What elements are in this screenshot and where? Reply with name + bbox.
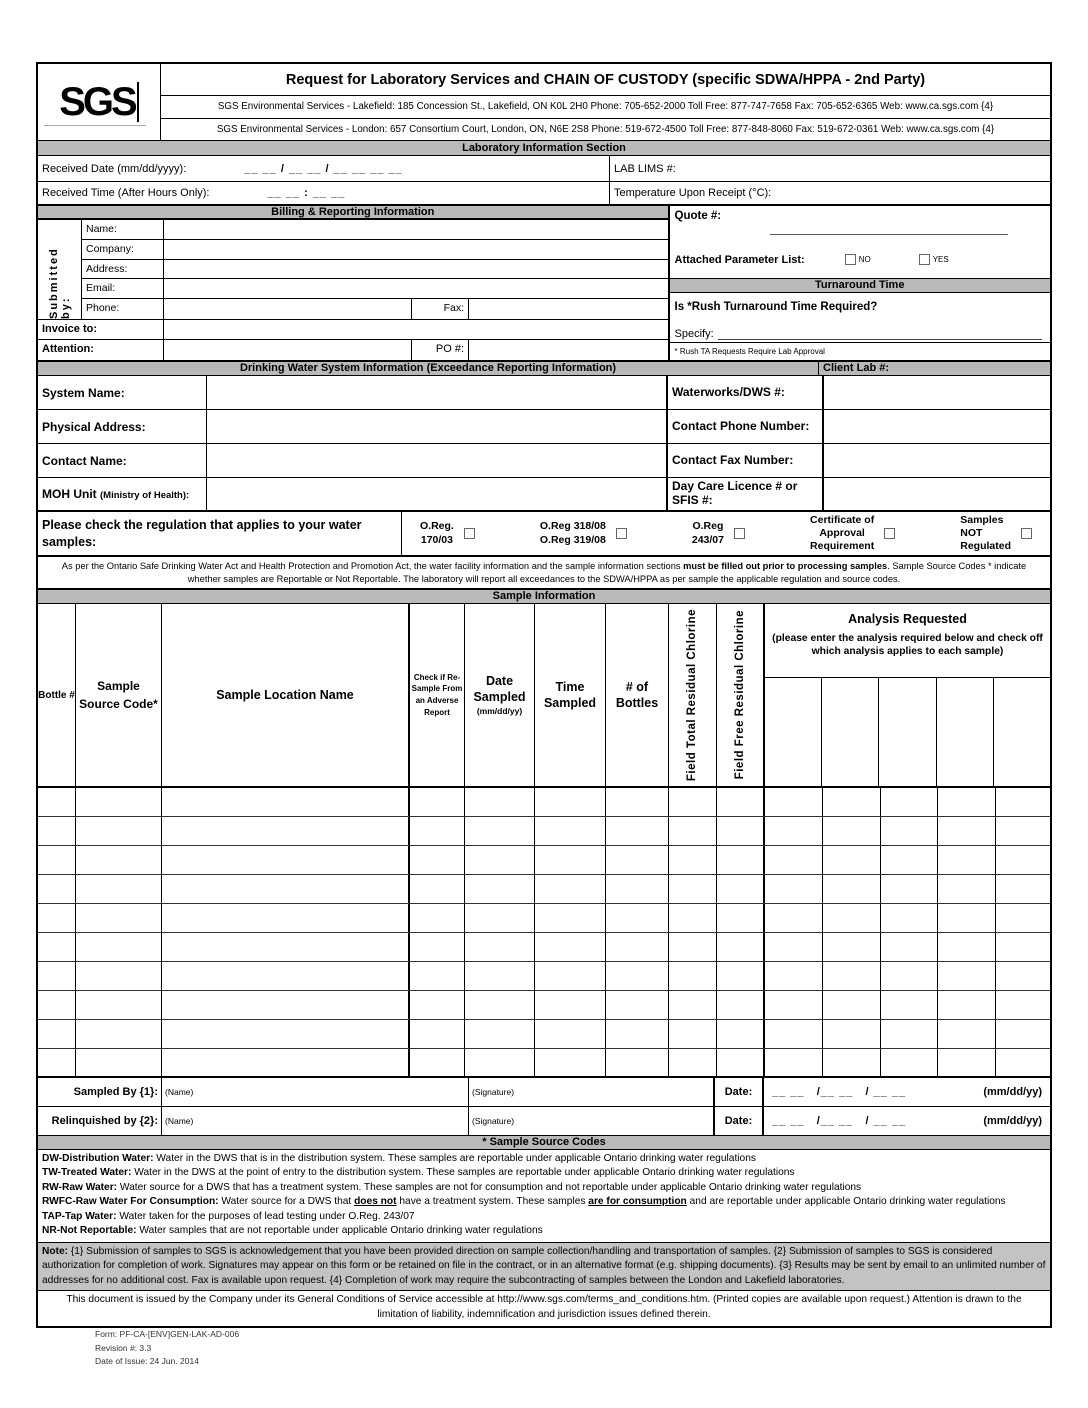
- code-tw: TW-Treated Water: Water in the DWS at the point of entry to the distribution system. These samples are reportable under applicable Ontario drinking water regulations: [42, 1167, 795, 1179]
- cell-bottle[interactable]: [38, 1020, 76, 1048]
- cell-analysis-4[interactable]: [938, 846, 996, 874]
- company-field[interactable]: [164, 240, 668, 259]
- cell-analysis-5[interactable]: [996, 788, 1050, 816]
- cell-time[interactable]: [535, 1049, 606, 1076]
- sample-row[interactable]: [38, 904, 1050, 933]
- po-label: PO #:: [412, 340, 469, 360]
- cell-date[interactable]: [465, 817, 535, 845]
- fax-field[interactable]: [469, 299, 668, 319]
- contact-name-field[interactable]: [207, 444, 666, 477]
- temperature-field[interactable]: [609, 182, 1050, 204]
- sampled-by-date-field[interactable]: __ __ /__ __ / __ __ (mm/dd/yy): [772, 1086, 1042, 1098]
- specify-label: Specify:: [674, 328, 714, 341]
- address-field[interactable]: [164, 260, 668, 279]
- email-label: Email:: [82, 279, 164, 298]
- section-sample-info: Sample Information: [38, 590, 1050, 604]
- quote-field[interactable]: [770, 234, 1009, 235]
- sample-table-header: [38, 604, 1050, 788]
- address-lakefield: SGS Environmental Services - Lakefield: 185 Concession St., Lakefield, ON K0L 2H0 Phone: 705-652-2000 Toll Free: 877-747-7658 Fax: 705-652-6365 Web: www.ca.sgs.com {4}: [161, 96, 1050, 119]
- section-billing: Billing & Reporting Information: [38, 206, 668, 220]
- cell-source-code[interactable]: [76, 904, 162, 932]
- cell-date[interactable]: [465, 1049, 535, 1076]
- section-turnaround-time: Turnaround Time: [670, 279, 1051, 293]
- cell-field-total[interactable]: [669, 1049, 717, 1076]
- cell-analysis-1[interactable]: [765, 962, 823, 990]
- cell-bottles[interactable]: [606, 933, 669, 961]
- rush-approval-note: * Rush TA Requests Require Lab Approval: [670, 342, 1051, 360]
- moh-unit-field[interactable]: [207, 478, 666, 510]
- cell-source-code[interactable]: [76, 875, 162, 903]
- sample-row[interactable]: [38, 788, 1050, 817]
- cell-analysis-2[interactable]: [823, 904, 881, 932]
- cell-bottle[interactable]: [38, 904, 76, 932]
- cell-bottle[interactable]: [38, 1049, 76, 1076]
- cell-analysis-4[interactable]: [938, 788, 996, 816]
- cell-bottles[interactable]: [606, 904, 669, 932]
- cell-time[interactable]: [535, 875, 606, 903]
- cell-analysis-1[interactable]: [765, 1020, 823, 1048]
- cell-bottles[interactable]: [606, 846, 669, 874]
- cell-date[interactable]: [465, 933, 535, 961]
- physical-address-field[interactable]: [207, 410, 666, 443]
- sample-row[interactable]: [38, 933, 1050, 962]
- temperature-label: Temperature Upon Receipt (°C):: [614, 187, 772, 199]
- cell-analysis-1[interactable]: [765, 846, 823, 874]
- submitted-by-strip: [38, 220, 82, 319]
- form-title: Request for Laboratory Services and CHAIN OF CUSTODY (specific SDWA/HPPA - 2nd Party): [161, 64, 1050, 96]
- cell-date[interactable]: [465, 962, 535, 990]
- reg-option-170-03: O.Reg. 170/03: [420, 520, 475, 546]
- relinquished-by-label: Relinquished by {2}:: [38, 1107, 162, 1135]
- contact-phone-field[interactable]: [823, 410, 1050, 443]
- system-name-field[interactable]: [207, 376, 666, 409]
- cell-analysis-2[interactable]: [823, 788, 881, 816]
- relinquished-signature-field[interactable]: (Signature): [469, 1107, 715, 1135]
- relinquished-date-label: Date:: [715, 1107, 764, 1135]
- section-lab-info: Laboratory Information Section: [38, 141, 1050, 156]
- cell-analysis-3[interactable]: [881, 875, 939, 903]
- sample-row[interactable]: [38, 846, 1050, 875]
- cell-field-free[interactable]: [717, 1049, 765, 1076]
- cell-analysis-5[interactable]: [996, 817, 1050, 845]
- sampled-by-label: Sampled By {1}:: [38, 1078, 162, 1106]
- cell-location[interactable]: [162, 904, 410, 932]
- contact-fax-label: Contact Fax Number:: [666, 444, 823, 477]
- reg-170-03-checkbox[interactable]: [464, 528, 475, 539]
- cell-analysis-4[interactable]: [938, 933, 996, 961]
- analysis-column-5[interactable]: [994, 678, 1050, 786]
- contact-name-label: Contact Name:: [38, 444, 207, 477]
- cell-analysis-3[interactable]: [881, 904, 939, 932]
- cell-bottle[interactable]: [38, 962, 76, 990]
- cell-time[interactable]: [535, 933, 606, 961]
- section-sample-source-codes: * Sample Source Codes: [38, 1136, 1050, 1150]
- cell-analysis-2[interactable]: [823, 1020, 881, 1048]
- received-date-label: Received Date (mm/dd/yyyy):: [42, 162, 187, 175]
- cell-analysis-2[interactable]: [823, 1049, 881, 1076]
- cell-field-total[interactable]: [669, 933, 717, 961]
- cell-field-free[interactable]: [717, 817, 765, 845]
- company-label: Company:: [82, 240, 164, 259]
- submitted-by-label: Submitted by:: [47, 247, 72, 319]
- cell-location[interactable]: [162, 788, 410, 816]
- cell-bottle[interactable]: [38, 875, 76, 903]
- cell-analysis-1[interactable]: [765, 904, 823, 932]
- cell-field-total[interactable]: [669, 1020, 717, 1048]
- cell-analysis-5[interactable]: [996, 846, 1050, 874]
- reg-option-not-regulated: Samples NOT Regulated: [960, 514, 1032, 553]
- sample-row[interactable]: [38, 991, 1050, 1020]
- reg-option-certificate: Certificate of Approval Requirement: [810, 514, 895, 553]
- cell-analysis-4[interactable]: [938, 1020, 996, 1048]
- cell-resample[interactable]: [410, 875, 465, 903]
- cell-source-code[interactable]: [76, 1020, 162, 1048]
- col-time-sampled: Time Sampled: [535, 604, 606, 786]
- cell-resample[interactable]: [410, 962, 465, 990]
- address-london: SGS Environmental Services - London: 657 Consortium Court, London, ON, N6E 2S8 Phone: 519-672-4500 Toll Free: 877-848-8060 Fax: 519-672-0361 Web: www.ca.sgs.com {4}: [216, 123, 995, 135]
- analysis-requested-note: (please enter the analysis required below and check off which analysis applies to each sample): [772, 633, 1043, 658]
- cell-analysis-4[interactable]: [938, 962, 996, 990]
- col-field-free-residual-chlorine: Field Free Residual Chlorine: [717, 604, 765, 786]
- reg-option-243-07: O.Reg 243/07: [692, 520, 745, 546]
- attention-field[interactable]: [164, 340, 412, 360]
- col-date-sampled: Date Sampled (mm/dd/yy): [465, 604, 535, 786]
- cell-bottle[interactable]: [38, 933, 76, 961]
- cell-location[interactable]: [162, 1020, 410, 1048]
- form-footer: [95, 1328, 239, 1369]
- attached-list-yes-checkbox[interactable]: [919, 254, 930, 265]
- cell-location[interactable]: [162, 933, 410, 961]
- section-dws: Drinking Water System Information (Exceedance Reporting Information): [38, 362, 818, 375]
- cell-source-code[interactable]: [76, 817, 162, 845]
- invoice-to-label: Invoice to:: [38, 320, 164, 339]
- invoice-to-field[interactable]: [164, 320, 668, 339]
- cell-bottles[interactable]: [606, 991, 669, 1019]
- analysis-column-4[interactable]: [937, 678, 994, 786]
- cell-date[interactable]: [465, 991, 535, 1019]
- cell-field-total[interactable]: [669, 962, 717, 990]
- cell-source-code[interactable]: [76, 788, 162, 816]
- cell-location[interactable]: [162, 846, 410, 874]
- cell-analysis-5[interactable]: [996, 1049, 1050, 1076]
- po-field[interactable]: [469, 340, 668, 360]
- cell-field-total[interactable]: [669, 846, 717, 874]
- cell-bottles[interactable]: [606, 788, 669, 816]
- cell-resample[interactable]: [410, 788, 465, 816]
- cell-analysis-1[interactable]: [765, 991, 823, 1019]
- received-time-label: Received Time (After Hours Only):: [42, 187, 210, 199]
- address-label: Address:: [82, 260, 164, 279]
- cell-field-free[interactable]: [717, 991, 765, 1019]
- cell-analysis-5[interactable]: [996, 991, 1050, 1019]
- cell-location[interactable]: [162, 875, 410, 903]
- sample-row[interactable]: [38, 962, 1050, 991]
- note-block: Note: {1} Submission of samples to SGS is acknowledgement that you have been provided direction on sample collection/handling and transportation of samples. {2} Submission of samples to SGS is considered authorization for completion of work. Signatures may appear on this form or be retained on file in the contract, or in an alternative format (e.g. shipping documents). {3} Results may be sent by email to an unlimited number of addresses for no additional cost. Fax is available upon request. {4} Completion of work may require the subcontracting of samples between the London and Lakefield laboratories.: [38, 1243, 1050, 1291]
- cell-source-code[interactable]: [76, 846, 162, 874]
- cell-field-total[interactable]: [669, 788, 717, 816]
- cell-analysis-5[interactable]: [996, 875, 1050, 903]
- cell-analysis-2[interactable]: [823, 962, 881, 990]
- cell-analysis-4[interactable]: [938, 991, 996, 1019]
- cell-field-free[interactable]: [717, 788, 765, 816]
- col-field-total-residual-chlorine: Field Total Residual Chlorine: [669, 604, 717, 786]
- cell-date[interactable]: [465, 846, 535, 874]
- cell-field-free[interactable]: [717, 904, 765, 932]
- attached-list-no-checkbox[interactable]: [845, 254, 856, 265]
- code-rwfc: RWFC-Raw Water For Consumption: Water source for a DWS that does not have a treatment system. These samples are for consumption and are reportable under applicable Ontario drinking water regulations: [42, 1196, 1006, 1208]
- cell-field-total[interactable]: [669, 904, 717, 932]
- cell-time[interactable]: [535, 904, 606, 932]
- regulation-prompt: Please check the regulation that applies to your water samples:: [38, 512, 402, 555]
- cell-field-free[interactable]: [717, 1020, 765, 1048]
- rush-question: Is *Rush Turnaround Time Required?: [674, 300, 878, 313]
- cell-resample[interactable]: [410, 817, 465, 845]
- cell-source-code[interactable]: [76, 933, 162, 961]
- col-sample-source-code: Sample Source Code*: [76, 604, 162, 786]
- email-field[interactable]: [164, 279, 668, 298]
- cell-bottles[interactable]: [606, 962, 669, 990]
- sampled-by-name-field[interactable]: (Name): [162, 1078, 469, 1106]
- name-label: Name:: [82, 220, 164, 239]
- cell-source-code[interactable]: [76, 1049, 162, 1076]
- cell-location[interactable]: [162, 962, 410, 990]
- col-number-of-bottles: # of Bottles: [606, 604, 669, 786]
- cell-analysis-3[interactable]: [881, 817, 939, 845]
- cell-field-total[interactable]: [669, 817, 717, 845]
- cell-bottle[interactable]: [38, 788, 76, 816]
- cell-resample[interactable]: [410, 933, 465, 961]
- cell-source-code[interactable]: [76, 962, 162, 990]
- cell-analysis-5[interactable]: [996, 904, 1050, 932]
- reg-243-07-checkbox[interactable]: [734, 528, 745, 539]
- analysis-column-2[interactable]: [822, 678, 879, 786]
- moh-unit-label: MOH Unit (Ministry of Health):: [38, 478, 207, 510]
- physical-address-label: Physical Address:: [38, 410, 207, 443]
- analysis-column-3[interactable]: [879, 678, 936, 786]
- fax-label: Fax:: [412, 299, 469, 319]
- cell-analysis-3[interactable]: [881, 846, 939, 874]
- cell-field-free[interactable]: [717, 933, 765, 961]
- received-date-field[interactable]: __ __ / __ __ / __ __ __ __: [244, 162, 403, 175]
- relinquished-date-field[interactable]: __ __ /__ __ / __ __ (mm/dd/yy): [772, 1115, 1042, 1127]
- contact-fax-field[interactable]: [823, 444, 1050, 477]
- cell-time[interactable]: [535, 788, 606, 816]
- cell-analysis-4[interactable]: [938, 875, 996, 903]
- cell-bottle[interactable]: [38, 846, 76, 874]
- name-field[interactable]: [164, 220, 668, 239]
- form-number: Form: PF-CA-[ENV]GEN-LAK-AD-006: [95, 1329, 240, 1339]
- col-bottle-number: Bottle #: [38, 604, 76, 786]
- code-dw: DW-Distribution Water: Water in the DWS that is in the distribution system. These samples are reportable under applicable Ontario drinking water regulations: [42, 1153, 756, 1164]
- sgs-logo: [38, 64, 161, 140]
- cell-bottle[interactable]: [38, 991, 76, 1019]
- cell-time[interactable]: [535, 1020, 606, 1048]
- no-label: NO: [858, 255, 871, 265]
- quote-label: Quote #:: [674, 210, 722, 222]
- cell-bottles[interactable]: [606, 875, 669, 903]
- code-nr: NR-Not Reportable: Water samples that are not reportable under applicable Ontario drinking water regulations: [42, 1225, 543, 1237]
- cell-analysis-5[interactable]: [996, 933, 1050, 961]
- cell-resample[interactable]: [410, 991, 465, 1019]
- cell-analysis-5[interactable]: [996, 1020, 1050, 1048]
- cell-date[interactable]: [465, 1020, 535, 1048]
- cell-field-free[interactable]: [717, 962, 765, 990]
- cell-date[interactable]: [465, 904, 535, 932]
- lab-lims-field[interactable]: [609, 156, 1050, 181]
- cell-analysis-3[interactable]: [881, 933, 939, 961]
- cell-field-free[interactable]: [717, 846, 765, 874]
- cell-analysis-1[interactable]: [765, 817, 823, 845]
- cell-analysis-1[interactable]: [765, 788, 823, 816]
- cell-time[interactable]: [535, 962, 606, 990]
- phone-field[interactable]: [164, 299, 412, 319]
- col-analysis-requested: [765, 604, 1050, 786]
- cell-time[interactable]: [535, 846, 606, 874]
- cell-field-free[interactable]: [717, 875, 765, 903]
- cell-time[interactable]: [535, 817, 606, 845]
- code-tap: TAP-Tap Water: Water taken for the purposes of lead testing under O.Reg. 243/07: [42, 1210, 415, 1222]
- sgs-logo-text: SGS: [59, 82, 138, 122]
- cell-resample[interactable]: [410, 904, 465, 932]
- attention-label: Attention:: [38, 340, 164, 360]
- sample-row[interactable]: [38, 1049, 1050, 1078]
- cell-analysis-4[interactable]: [938, 817, 996, 845]
- reg-318-319-checkbox[interactable]: [616, 528, 627, 539]
- relinquished-name-field[interactable]: (Name): [162, 1107, 469, 1135]
- sample-source-codes-list: [38, 1150, 1050, 1243]
- form-issue-date: Date of Issue: 24 Jun. 2014: [95, 1356, 199, 1367]
- sample-row[interactable]: [38, 1020, 1050, 1049]
- cell-analysis-4[interactable]: [938, 1049, 996, 1076]
- cell-resample[interactable]: [410, 1049, 465, 1076]
- cell-location[interactable]: [162, 817, 410, 845]
- cell-analysis-4[interactable]: [938, 904, 996, 932]
- cell-analysis-1[interactable]: [765, 933, 823, 961]
- reg-not-regulated-checkbox[interactable]: [1021, 528, 1032, 539]
- cell-analysis-2[interactable]: [823, 846, 881, 874]
- specify-field[interactable]: [718, 339, 1042, 340]
- logo-underline: [44, 125, 146, 126]
- code-rw: RW-Raw Water: Water source for a DWS that has a treatment system. These samples are not for consumption and not reportable under applicable Ontario drinking water regulations: [42, 1181, 862, 1193]
- daycare-licence-label: Day Care Licence # or SFIS #:: [666, 478, 823, 510]
- sampled-by-signature-field[interactable]: (Signature): [469, 1078, 715, 1106]
- cell-analysis-2[interactable]: [823, 933, 881, 961]
- analysis-requested-title: Analysis Requested: [848, 612, 967, 626]
- cell-analysis-1[interactable]: [765, 875, 823, 903]
- reg-certificate-checkbox[interactable]: [884, 528, 895, 539]
- col-resample-check: Check if Re-Sample From an Adverse Report: [410, 604, 465, 786]
- client-lab-label: Client Lab #:: [818, 362, 1050, 375]
- received-time-field[interactable]: __ __ : __ __: [267, 187, 346, 199]
- cell-analysis-3[interactable]: [881, 1020, 939, 1048]
- general-conditions: This document is issued by the Company under its General Conditions of Service accessible at http://www.sgs.com/terms_and_conditions.htm. (Printed copies are available upon request.) Attention is drawn to the limitation of liability, indemnification and jurisdiction issues defined therein.: [66, 1294, 1022, 1320]
- cell-analysis-3[interactable]: [881, 962, 939, 990]
- form-header: [38, 64, 1050, 141]
- system-name-label: System Name:: [38, 376, 207, 409]
- cell-field-total[interactable]: [669, 875, 717, 903]
- cell-location[interactable]: [162, 1049, 410, 1076]
- waterworks-label: Waterworks/DWS #:: [666, 376, 823, 409]
- chain-of-custody-form: [36, 62, 1052, 1328]
- cell-analysis-1[interactable]: [765, 1049, 823, 1076]
- cell-bottle[interactable]: [38, 817, 76, 845]
- cell-resample[interactable]: [410, 1020, 465, 1048]
- reg-option-318-319: O.Reg 318/08 O.Reg 319/08: [540, 520, 627, 546]
- sampled-by-date-label: Date:: [715, 1078, 764, 1106]
- cell-analysis-3[interactable]: [881, 788, 939, 816]
- cell-analysis-2[interactable]: [823, 991, 881, 1019]
- form-revision: Revision #: 3.3: [95, 1342, 152, 1353]
- cell-analysis-3[interactable]: [881, 991, 939, 1019]
- cell-bottles[interactable]: [606, 1049, 669, 1076]
- daycare-licence-field[interactable]: [823, 478, 1050, 510]
- lab-lims-label: LAB LIMS #:: [614, 162, 676, 175]
- sample-row[interactable]: [38, 875, 1050, 904]
- cell-resample[interactable]: [410, 846, 465, 874]
- waterworks-field[interactable]: [823, 376, 1050, 409]
- phone-label: Phone:: [82, 299, 164, 319]
- analysis-column-1[interactable]: [765, 678, 822, 786]
- sdwa-disclaimer: As per the Ontario Safe Drinking Water Act and Health Protection and Promotion Act, the water facility information and the sample information sections must be filled out prior to processing samples. Sample Source Codes * indicate whether samples are Reportable or Not Reportable. The laboratory will report all exceedances to the SDWA/HPPA as per sample the applicable regulation and source codes.: [38, 557, 1050, 590]
- attached-parameter-list-label: Attached Parameter List:: [674, 253, 805, 266]
- cell-analysis-3[interactable]: [881, 1049, 939, 1076]
- yes-label: YES: [932, 255, 949, 265]
- cell-date[interactable]: [465, 788, 535, 816]
- cell-time[interactable]: [535, 991, 606, 1019]
- sample-row[interactable]: [38, 817, 1050, 846]
- cell-date[interactable]: [465, 875, 535, 903]
- cell-source-code[interactable]: [76, 991, 162, 1019]
- cell-bottles[interactable]: [606, 1020, 669, 1048]
- col-sample-location-name: Sample Location Name: [162, 604, 410, 786]
- cell-bottles[interactable]: [606, 817, 669, 845]
- cell-analysis-2[interactable]: [823, 875, 881, 903]
- cell-field-total[interactable]: [669, 991, 717, 1019]
- cell-location[interactable]: [162, 991, 410, 1019]
- cell-analysis-2[interactable]: [823, 817, 881, 845]
- sample-rows: [38, 788, 1050, 1078]
- cell-analysis-5[interactable]: [996, 962, 1050, 990]
- contact-phone-label: Contact Phone Number:: [666, 410, 823, 443]
